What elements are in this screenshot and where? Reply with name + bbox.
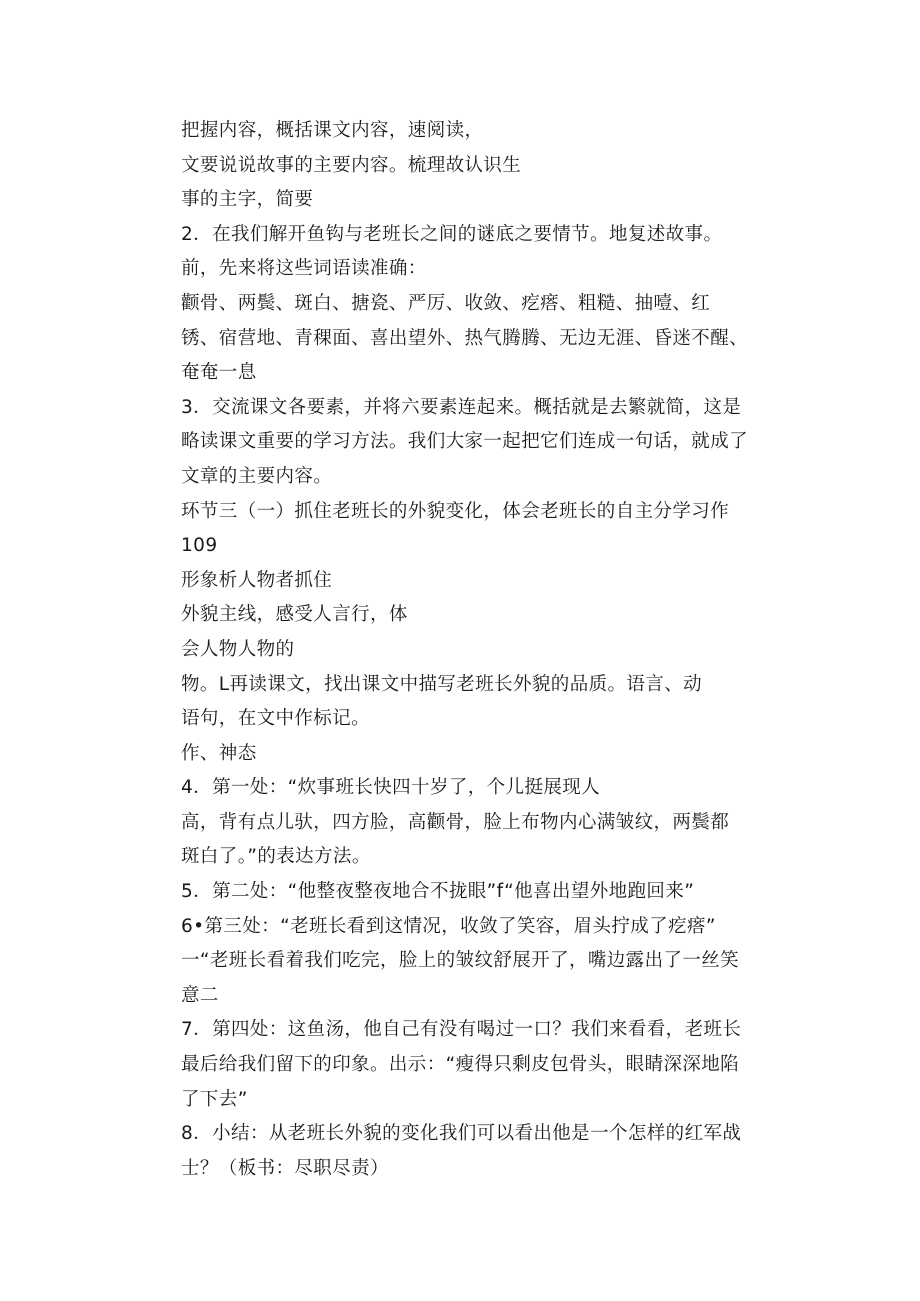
text-line-19: 作、神态 bbox=[181, 742, 257, 764]
text-line-2: 文要说说故事的主要内容。梳理故认识生 bbox=[181, 154, 522, 176]
text-line-18: 语句，在文中作标记。 bbox=[181, 708, 371, 730]
text-line-31: 士？（板书：尽职尽责） bbox=[181, 1157, 389, 1179]
text-line-3: 事的主字，简要 bbox=[181, 189, 314, 211]
text-line-21: 高，背有点儿驮，四方脸，高颧骨，脸上布物内心满皱纹，两鬓都 bbox=[181, 811, 730, 833]
text-line-11: 文章的主要内容。 bbox=[181, 465, 333, 487]
text-line-10: 略读课文重要的学习方法。我们大家一起把它们连成一句话，就成了 bbox=[181, 431, 749, 453]
text-line-25: 一“老班长看着我们吃完，脸上的皱纹舒展开了，嘴边露出了一丝笑 bbox=[181, 950, 740, 972]
text-line-13: 109 bbox=[181, 535, 218, 557]
text-line-30: 8．小结：从老班长外貌的变化我们可以看出他是一个怎样的红军战 bbox=[181, 1123, 742, 1145]
text-line-27: 7．第四处：这鱼汤，他自己有没有喝过一口？我们来看看，老班长 bbox=[181, 1019, 742, 1041]
text-line-8: 奄奄一息 bbox=[181, 362, 257, 384]
text-line-29: 了下去” bbox=[181, 1088, 248, 1110]
text-line-16: 会人物人物的 bbox=[181, 638, 295, 660]
text-line-23: 5．第二处：“他整夜整夜地合不拢眼”f“他喜出望外地跑回来” bbox=[181, 881, 695, 903]
text-line-26: 意二 bbox=[181, 984, 219, 1006]
text-line-20: 4．第一处：“炊事班长快四十岁了，个儿挺展现人 bbox=[181, 777, 601, 799]
text-line-4: 2．在我们解开鱼钩与老班长之间的谜底之要情节。地复述故事。 bbox=[181, 223, 723, 245]
text-line-22: 斑白了。”的表达方法。 bbox=[181, 846, 371, 868]
text-line-24: 6•第三处：“老班长看到这情况，收敛了笑容，眉头拧成了疙瘩” bbox=[181, 915, 716, 937]
text-line-5: 前，先来将这些词语读准确： bbox=[181, 258, 427, 280]
text-line-28: 最后给我们留下的印象。出示：“瘦得只剩皮包骨头，眼睛深深地陷 bbox=[181, 1054, 740, 1076]
text-line-17: 物。L再读课文，找出课文中描写老班长外貌的品质。语言、动 bbox=[181, 673, 703, 695]
text-line-15: 外貌主线，感受人言行，体 bbox=[181, 604, 408, 626]
text-line-14: 形象析人物者抓住 bbox=[181, 569, 333, 591]
body-text bbox=[181, 114, 801, 1186]
text-line-7: 锈、宿营地、青稞面、喜出望外、热气腾腾、无边无涯、昏迷不醒、 bbox=[181, 327, 749, 349]
text-line-9: 3．交流课文各要素，并将六要素连起来。概括就是去繁就简，这是 bbox=[181, 396, 742, 418]
text-line-6: 颧骨、两鬓、斑白、搪瓷、严厉、收敛、疙瘩、粗糙、抽噎、红 bbox=[181, 292, 711, 314]
text-line-12: 环节三（一）抓住老班长的外貌变化，体会老班长的自主分学习作 bbox=[181, 500, 730, 522]
text-line-1: 把握内容，概括课文内容，速阅读， bbox=[181, 120, 484, 141]
